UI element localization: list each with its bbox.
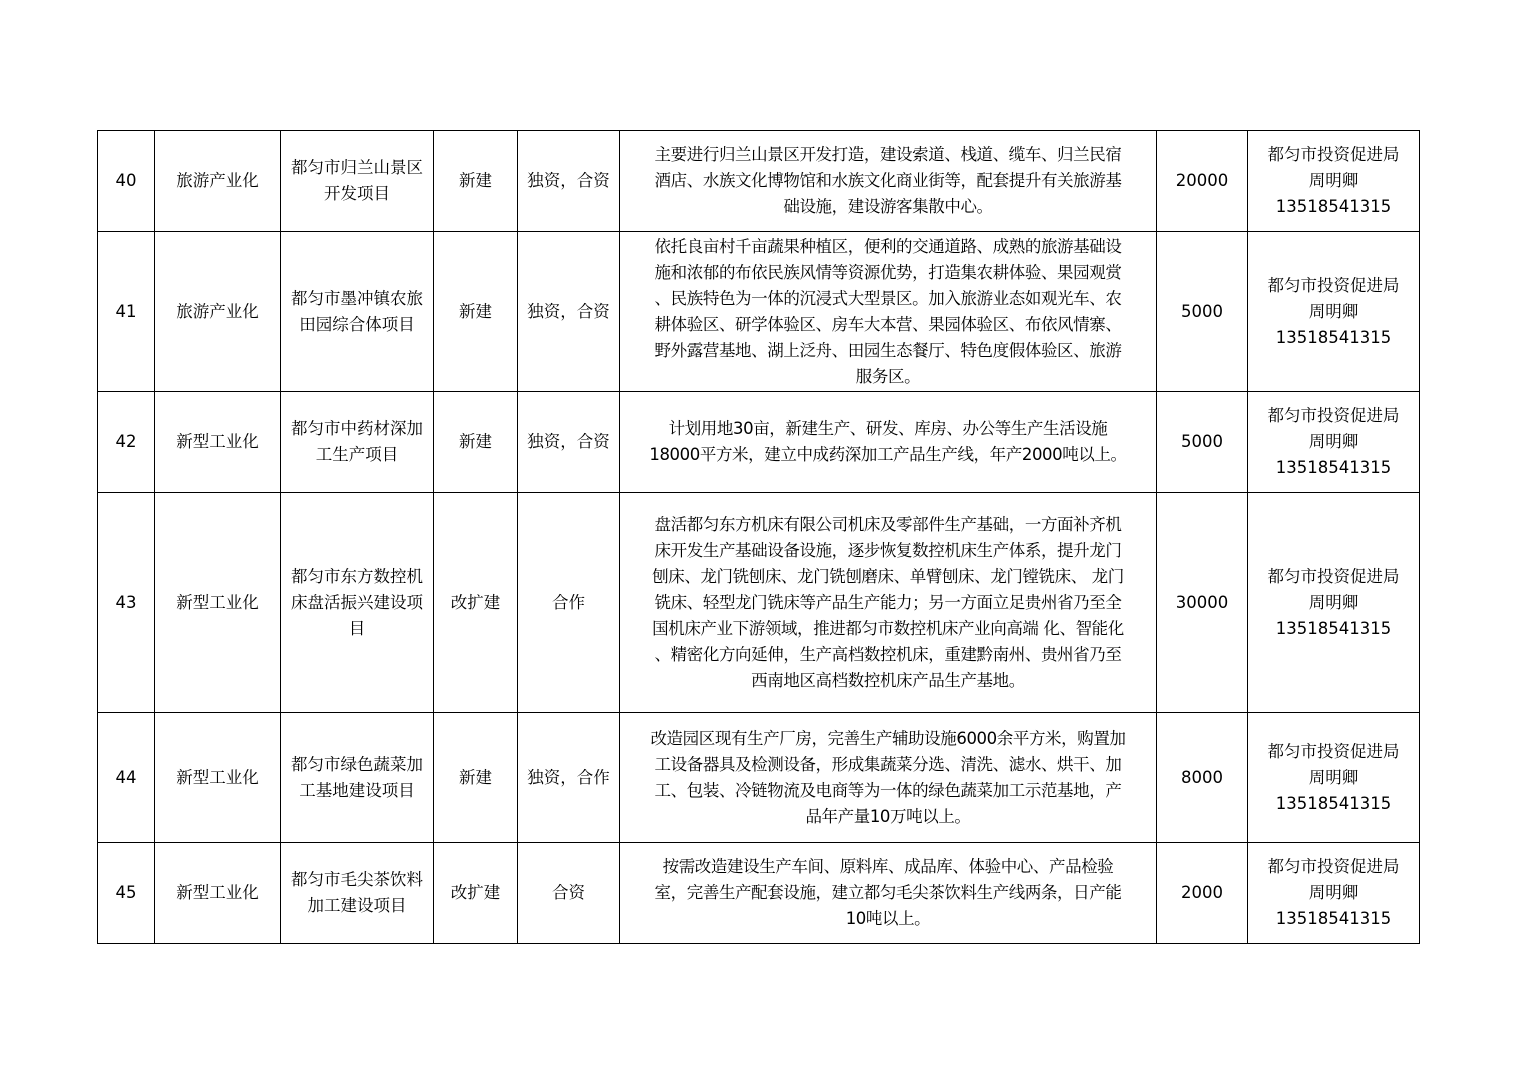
project-description bbox=[620, 392, 1157, 493]
project-name-line: 加工建设项目 bbox=[307, 896, 407, 915]
project-description-line: 品年产量10万吨以上。 bbox=[805, 806, 971, 826]
project-description bbox=[620, 493, 1157, 713]
project-description-line: 、民族特色为一体的沉浸式大型景区。加入旅游业态如观光车、农 bbox=[654, 288, 1122, 308]
contact-info-line: 13518541315 bbox=[1275, 197, 1392, 216]
construction-type: 改扩建 bbox=[434, 493, 518, 713]
project-description-line: 耕体验区、研学体验区、房车大本营、果园体验区、布依风情寨、 bbox=[654, 314, 1122, 334]
contact-info bbox=[1248, 232, 1420, 392]
project-name bbox=[281, 131, 434, 232]
contact-info-line: 周明卿 bbox=[1308, 171, 1359, 190]
project-description-line: 西南地区高档数控机床产品生产基地。 bbox=[751, 670, 1025, 690]
project-description-line: 10吨以上。 bbox=[845, 909, 931, 928]
project-name-line: 床盘活振兴建设项 bbox=[291, 592, 423, 612]
contact-info bbox=[1248, 131, 1420, 232]
table-row bbox=[98, 843, 1420, 944]
project-description-line: 床开发生产基础设备设施，逐步恢复数控机床生产体系，提升龙门 bbox=[654, 540, 1122, 560]
project-description-line: 工、包装、冷链物流及电商等为一体的绿色蔬菜加工示范基地，产 bbox=[654, 780, 1122, 800]
contact-info-line: 13518541315 bbox=[1275, 327, 1392, 347]
contact-info-line: 都匀市投资促进局 bbox=[1267, 275, 1400, 295]
project-category: 新型工业化 bbox=[155, 843, 281, 944]
construction-type: 新建 bbox=[434, 232, 518, 392]
project-description-line: 础设施，建设游客集散中心。 bbox=[783, 197, 993, 216]
project-name-line: 都匀市归兰山景区 bbox=[291, 158, 423, 177]
row-number: 44 bbox=[98, 713, 155, 843]
table-row bbox=[98, 232, 1420, 392]
project-description-line: 主要进行归兰山景区开发打造，建设索道、栈道、缆车、归兰民宿 bbox=[654, 145, 1122, 164]
project-description-line: 室，完善生产配套设施，建立都匀毛尖茶饮料生产线两条，日产能 bbox=[654, 883, 1122, 902]
project-description bbox=[620, 843, 1157, 944]
project-description-line: 按需改造建设生产车间、原料库、成品库、体验中心、产品检验 bbox=[662, 857, 1114, 876]
construction-type: 新建 bbox=[434, 713, 518, 843]
project-name bbox=[281, 392, 434, 493]
project-description bbox=[620, 131, 1157, 232]
project-name bbox=[281, 843, 434, 944]
row-number: 43 bbox=[98, 493, 155, 713]
project-description-line: 野外露营基地、湖上泛舟、田园生态餐厅、特色度假体验区、旅游 bbox=[654, 340, 1122, 360]
project-description-line: 刨床、龙门铣刨床、龙门铣刨磨床、单臂刨床、龙门镗铣床、 龙门 bbox=[652, 566, 1124, 586]
contact-info-line: 都匀市投资促进局 bbox=[1267, 566, 1400, 586]
project-description-line: 酒店、水族文化博物馆和水族文化商业街等，配套提升有关旅游基 bbox=[654, 171, 1122, 190]
contact-info-line: 都匀市投资促进局 bbox=[1267, 406, 1400, 425]
project-name bbox=[281, 713, 434, 843]
project-name-line: 工基地建设项目 bbox=[299, 780, 415, 800]
construction-type: 新建 bbox=[434, 131, 518, 232]
contact-info bbox=[1248, 713, 1420, 843]
investment-amount: 5000 bbox=[1157, 232, 1248, 392]
project-description-line: 铣床、轻型龙门铣床等产品生产能力；另一方面立足贵州省乃至全 bbox=[654, 592, 1122, 612]
project-description-line: 服务区。 bbox=[855, 366, 921, 386]
project-description-line: 国机床产业下游领域，推进都匀市数控机床产业向高端 化、智能化 bbox=[652, 618, 1124, 638]
project-name-line: 都匀市墨冲镇农旅 bbox=[291, 288, 423, 308]
project-category: 旅游产业化 bbox=[155, 131, 281, 232]
table-row bbox=[98, 392, 1420, 493]
table-row bbox=[98, 493, 1420, 713]
row-number: 41 bbox=[98, 232, 155, 392]
contact-info-line: 周明卿 bbox=[1308, 883, 1359, 902]
project-description-line: 18000平方米，建立中成药深加工产品生产线，年产2000吨以上。 bbox=[649, 445, 1127, 464]
project-description-line: 工设备器具及检测设备，形成集蔬菜分选、清洗、滤水、烘干、加 bbox=[654, 754, 1122, 774]
project-name-line: 都匀市绿色蔬菜加 bbox=[291, 754, 423, 774]
project-category: 新型工业化 bbox=[155, 493, 281, 713]
row-number: 40 bbox=[98, 131, 155, 232]
project-description-line: 施和浓郁的布依民族风情等资源优势，打造集农耕体验、果园观赏 bbox=[654, 262, 1122, 282]
project-description-line: 改造园区现有生产厂房，完善生产辅助设施6000余平方米，购置加 bbox=[650, 728, 1126, 748]
row-number: 42 bbox=[98, 392, 155, 493]
project-description-line: 依托良亩村千亩蔬果种植区，便利的交通道路、成熟的旅游基础设 bbox=[654, 236, 1122, 256]
project-name-line: 工生产项目 bbox=[315, 445, 399, 464]
contact-info-line: 周明卿 bbox=[1308, 432, 1359, 451]
project-description bbox=[620, 713, 1157, 843]
investment-amount: 2000 bbox=[1157, 843, 1248, 944]
cooperation-mode: 独资，合作 bbox=[518, 713, 620, 843]
construction-type: 新建 bbox=[434, 392, 518, 493]
project-name bbox=[281, 232, 434, 392]
project-description-line: 计划用地30亩，新建生产、研发、库房、办公等生产生活设施 bbox=[668, 419, 1108, 438]
contact-info-line: 周明卿 bbox=[1308, 301, 1359, 321]
contact-info bbox=[1248, 843, 1420, 944]
contact-info-line: 周明卿 bbox=[1308, 592, 1359, 612]
contact-info-line: 都匀市投资促进局 bbox=[1267, 857, 1400, 876]
project-name-line: 都匀市东方数控机 bbox=[291, 566, 423, 586]
cooperation-mode: 合资 bbox=[518, 843, 620, 944]
project-name bbox=[281, 493, 434, 713]
project-description bbox=[620, 232, 1157, 392]
cooperation-mode: 独资，合资 bbox=[518, 131, 620, 232]
table-row bbox=[98, 713, 1420, 843]
table-body bbox=[98, 131, 1420, 944]
contact-info-line: 都匀市投资促进局 bbox=[1267, 741, 1400, 761]
construction-type: 改扩建 bbox=[434, 843, 518, 944]
project-name-line: 都匀市中药材深加 bbox=[291, 419, 423, 438]
project-category: 新型工业化 bbox=[155, 392, 281, 493]
cooperation-mode: 合作 bbox=[518, 493, 620, 713]
contact-info-line: 都匀市投资促进局 bbox=[1267, 145, 1400, 164]
investment-amount: 30000 bbox=[1157, 493, 1248, 713]
investment-amount: 8000 bbox=[1157, 713, 1248, 843]
contact-info bbox=[1248, 392, 1420, 493]
table-row bbox=[98, 131, 1420, 232]
project-name-line: 田园综合体项目 bbox=[299, 314, 415, 334]
contact-info-line: 13518541315 bbox=[1275, 458, 1392, 477]
investment-amount: 20000 bbox=[1157, 131, 1248, 232]
project-table bbox=[97, 130, 1420, 944]
contact-info-line: 周明卿 bbox=[1308, 767, 1359, 787]
project-category: 旅游产业化 bbox=[155, 232, 281, 392]
project-name-line: 都匀市毛尖茶饮料 bbox=[291, 870, 423, 889]
contact-info-line: 13518541315 bbox=[1275, 909, 1392, 928]
project-description-line: 、精密化方向延伸，生产高档数控机床，重建黔南州、贵州省乃至 bbox=[654, 644, 1122, 664]
contact-info-line: 13518541315 bbox=[1275, 793, 1392, 813]
project-name-line: 开发项目 bbox=[324, 184, 390, 203]
project-name-line: 目 bbox=[348, 618, 366, 638]
row-number: 45 bbox=[98, 843, 155, 944]
project-category: 新型工业化 bbox=[155, 713, 281, 843]
project-description-line: 盘活都匀东方机床有限公司机床及零部件生产基础，一方面补齐机 bbox=[654, 514, 1122, 534]
contact-info-line: 13518541315 bbox=[1275, 618, 1392, 638]
cooperation-mode: 独资，合资 bbox=[518, 232, 620, 392]
contact-info bbox=[1248, 493, 1420, 713]
investment-amount: 5000 bbox=[1157, 392, 1248, 493]
cooperation-mode: 独资，合资 bbox=[518, 392, 620, 493]
